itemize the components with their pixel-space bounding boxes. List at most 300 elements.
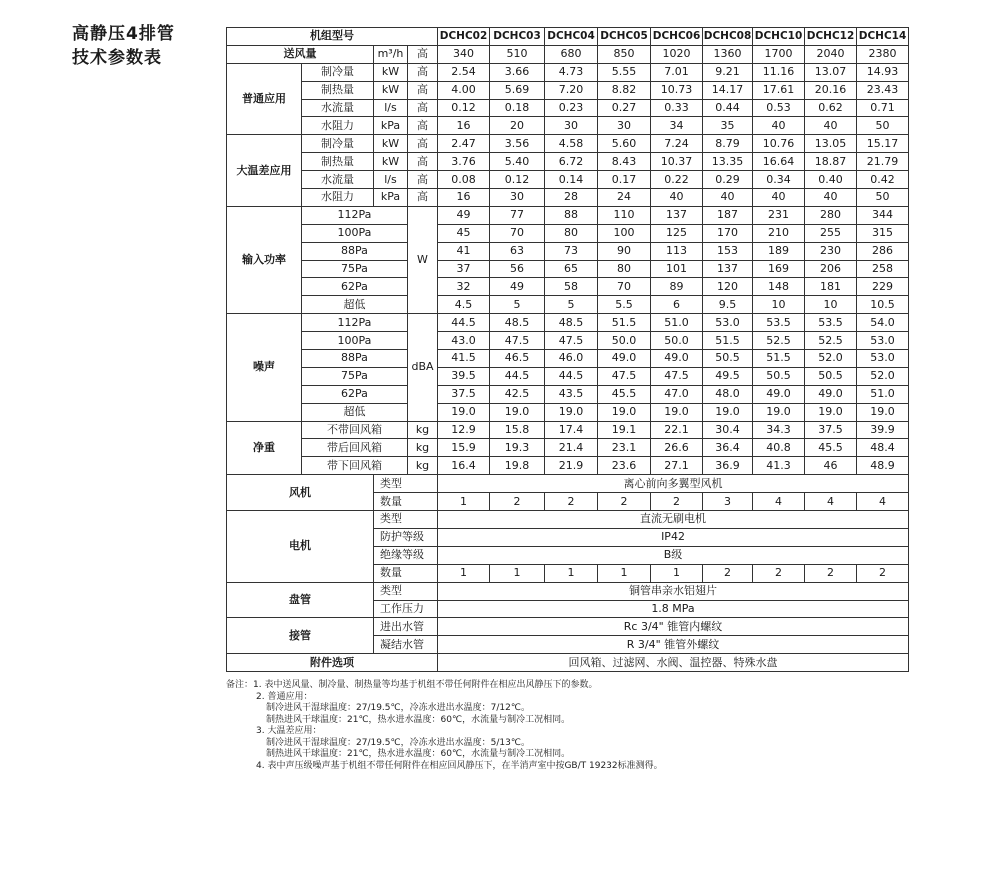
value-cell: 19.0 (545, 403, 598, 421)
value-cell: 10.37 (651, 153, 703, 171)
value-cell: 40 (753, 189, 805, 207)
value-cell: 1700 (753, 45, 805, 63)
value-cell: 170 (703, 224, 753, 242)
power-row (227, 206, 909, 224)
value-cell: 153 (703, 242, 753, 260)
model-name-cell: DCHC02 (438, 28, 490, 46)
value-cell: 510 (490, 45, 545, 63)
value-cell: 1 (545, 564, 598, 582)
value-cell: 315 (857, 224, 909, 242)
value-cell: 53.5 (805, 314, 857, 332)
value-cell: 48.4 (857, 439, 909, 457)
value-cell: 20 (490, 117, 545, 135)
noise-row (227, 403, 909, 421)
unit-cell: l/s (374, 171, 408, 189)
value-cell: 37.5 (438, 385, 490, 403)
value-cell: 8.43 (598, 153, 651, 171)
level-cell: 高 (408, 189, 438, 207)
value-cell: 9.5 (703, 296, 753, 314)
value-cell: 0.71 (857, 99, 909, 117)
motor-insul-label: 绝缘等级 (374, 546, 438, 564)
value-cell: 56 (490, 260, 545, 278)
noise-row (227, 367, 909, 385)
value-cell: 189 (753, 242, 805, 260)
value-cell: 9.21 (703, 63, 753, 81)
value-cell: 210 (753, 224, 805, 242)
unit-cell: l/s (374, 99, 408, 117)
value-cell: 231 (753, 206, 805, 224)
value-cell: 23.43 (857, 81, 909, 99)
pressure-name-cell: 超低 (302, 403, 408, 421)
value-cell: 35 (703, 117, 753, 135)
unit-cell: kW (374, 63, 408, 81)
value-cell: 5.5 (598, 296, 651, 314)
coil-group-label: 盘管 (227, 582, 374, 618)
value-cell: 58 (545, 278, 598, 296)
value-cell: 258 (857, 260, 909, 278)
value-cell: 30 (490, 189, 545, 207)
note-3: 3. 大温差应用： (256, 726, 322, 736)
model-name-cell: DCHC06 (651, 28, 703, 46)
value-cell: 65 (545, 260, 598, 278)
value-cell: 37 (438, 260, 490, 278)
value-cell: 2 (545, 493, 598, 511)
motor-qty-label: 数量 (374, 564, 438, 582)
value-cell: 0.62 (805, 99, 857, 117)
value-cell: 37.5 (805, 421, 857, 439)
bigdiff-row (227, 189, 909, 207)
value-cell: 43.0 (438, 332, 490, 350)
motor-type-label: 类型 (374, 511, 438, 529)
value-cell: 3.76 (438, 153, 490, 171)
value-cell: 53.5 (753, 314, 805, 332)
unit-cell: kg (408, 439, 438, 457)
value-cell: 0.12 (490, 171, 545, 189)
value-cell: 4.5 (438, 296, 490, 314)
value-cell: 17.61 (753, 81, 805, 99)
value-cell: 13.07 (805, 63, 857, 81)
value-cell: 680 (545, 45, 598, 63)
coil-pressure-label: 工作压力 (374, 600, 438, 618)
pressure-name-cell: 112Pa (302, 314, 408, 332)
airflow-label-cell: 送风量 (227, 45, 374, 63)
motor-protect-value: IP42 (438, 528, 909, 546)
value-cell: 14.17 (703, 81, 753, 99)
value-cell: 34 (651, 117, 703, 135)
value-cell: 32 (438, 278, 490, 296)
accessories-label: 附件选项 (227, 654, 438, 672)
value-cell: 27.1 (651, 457, 703, 475)
value-cell: 0.27 (598, 99, 651, 117)
bigdiff-group-label: 大温差应用 (227, 135, 302, 207)
value-cell: 18.87 (805, 153, 857, 171)
unit-cell: kW (374, 153, 408, 171)
pressure-name-cell: 超低 (302, 296, 408, 314)
value-cell: 19.0 (805, 403, 857, 421)
value-cell: 23.1 (598, 439, 651, 457)
value-cell: 41.5 (438, 350, 490, 368)
value-cell: 70 (490, 224, 545, 242)
model-name-cell: DCHC12 (805, 28, 857, 46)
value-cell: 10.73 (651, 81, 703, 99)
value-cell: 41 (438, 242, 490, 260)
value-cell: 15.17 (857, 135, 909, 153)
coil-pressure-value: 1.8 MPa (438, 600, 909, 618)
value-cell: 28 (545, 189, 598, 207)
value-cell: 12.9 (438, 421, 490, 439)
weight-row (227, 421, 909, 439)
value-cell: 0.34 (753, 171, 805, 189)
value-cell: 48.5 (545, 314, 598, 332)
value-cell: 0.18 (490, 99, 545, 117)
value-cell: 2 (753, 564, 805, 582)
value-cell: 6 (651, 296, 703, 314)
normal-row (227, 63, 909, 81)
note-1: 1. 表中送风量、制冷量、制热量等均基于机组不带任何附件在相应出风静压下的参数。 (253, 680, 598, 690)
value-cell: 50 (857, 189, 909, 207)
value-cell: 15.9 (438, 439, 490, 457)
value-cell: 19.0 (703, 403, 753, 421)
value-cell: 36.4 (703, 439, 753, 457)
param-name-cell: 水流量 (302, 171, 374, 189)
value-cell: 2 (490, 493, 545, 511)
value-cell: 40 (805, 117, 857, 135)
value-cell: 8.79 (703, 135, 753, 153)
value-cell: 1 (438, 564, 490, 582)
value-cell: 51.0 (651, 314, 703, 332)
value-cell: 52.0 (805, 350, 857, 368)
value-cell: 0.53 (753, 99, 805, 117)
pressure-name-cell: 88Pa (302, 350, 408, 368)
value-cell: 42.5 (490, 385, 545, 403)
value-cell: 0.42 (857, 171, 909, 189)
value-cell: 0.22 (651, 171, 703, 189)
value-cell: 30 (598, 117, 651, 135)
value-cell: 19.0 (490, 403, 545, 421)
weight-name-cell: 带后回风箱 (302, 439, 408, 457)
note-2: 2. 普通应用： (256, 691, 313, 702)
pressure-name-cell: 88Pa (302, 242, 408, 260)
value-cell: 0.33 (651, 99, 703, 117)
value-cell: 0.12 (438, 99, 490, 117)
value-cell: 50.0 (651, 332, 703, 350)
value-cell: 187 (703, 206, 753, 224)
value-cell: 39.5 (438, 367, 490, 385)
value-cell: 1 (598, 564, 651, 582)
value-cell: 344 (857, 206, 909, 224)
value-cell: 70 (598, 278, 651, 296)
value-cell: 10 (805, 296, 857, 314)
value-cell: 50.0 (598, 332, 651, 350)
param-name-cell: 制热量 (302, 153, 374, 171)
value-cell: 113 (651, 242, 703, 260)
level-cell: 高 (408, 81, 438, 99)
value-cell: 49 (438, 206, 490, 224)
value-cell: 45.5 (598, 385, 651, 403)
value-cell: 80 (545, 224, 598, 242)
value-cell: 21.4 (545, 439, 598, 457)
noise-row (227, 314, 909, 332)
value-cell: 19.0 (651, 403, 703, 421)
unit-cell: kW (374, 81, 408, 99)
value-cell: 0.44 (703, 99, 753, 117)
value-cell: 48.0 (703, 385, 753, 403)
power-row (227, 278, 909, 296)
pipe-drain-value: R 3/4" 锥管外螺纹 (438, 636, 909, 654)
value-cell: 17.4 (545, 421, 598, 439)
pipe-inout-value: Rc 3/4" 锥管内螺纹 (438, 618, 909, 636)
param-name-cell: 制冷量 (302, 135, 374, 153)
coil-type-value: 铜管串亲水铝翅片 (438, 582, 909, 600)
value-cell: 16.64 (753, 153, 805, 171)
unit-cell: kW (374, 135, 408, 153)
value-cell: 19.8 (490, 457, 545, 475)
value-cell: 45 (438, 224, 490, 242)
level-cell: 高 (408, 63, 438, 81)
value-cell: 7.20 (545, 81, 598, 99)
value-cell: 5.69 (490, 81, 545, 99)
value-cell: 5 (545, 296, 598, 314)
value-cell: 3.56 (490, 135, 545, 153)
value-cell: 41.3 (753, 457, 805, 475)
value-cell: 47.5 (490, 332, 545, 350)
note-2a: 制冷进风干湿球温度：27/19.5℃，冷冻水进出水温度：7/12℃。 (266, 703, 530, 713)
fan-qty-label: 数量 (374, 493, 438, 511)
value-cell: 206 (805, 260, 857, 278)
value-cell: 49.5 (703, 367, 753, 385)
page-title (72, 22, 175, 70)
value-cell: 53.0 (857, 350, 909, 368)
note-3a: 制冷进风干湿球温度：27/19.5℃，冷冻水进出水温度：5/13℃。 (266, 737, 530, 748)
value-cell: 4.58 (545, 135, 598, 153)
value-cell: 120 (703, 278, 753, 296)
level-cell: 高 (408, 99, 438, 117)
power-row (227, 242, 909, 260)
value-cell: 52.5 (753, 332, 805, 350)
value-cell: 30.4 (703, 421, 753, 439)
weight-name-cell: 带下回风箱 (302, 457, 408, 475)
param-name-cell: 水流量 (302, 99, 374, 117)
motor-type-value: 直流无刷电机 (438, 511, 909, 529)
motor-type-row (227, 511, 909, 529)
param-name-cell: 水阻力 (302, 117, 374, 135)
value-cell: 13.05 (805, 135, 857, 153)
value-cell: 6.72 (545, 153, 598, 171)
value-cell: 49 (490, 278, 545, 296)
value-cell: 49.0 (651, 350, 703, 368)
value-cell: 19.0 (857, 403, 909, 421)
note-2b: 制热进风干球温度：21℃，热水进水温度：60℃，水流量与制冷工况相同。 (266, 714, 571, 725)
value-cell: 2 (703, 564, 753, 582)
model-name-cell: DCHC08 (703, 28, 753, 46)
level-cell: 高 (408, 153, 438, 171)
motor-group-label: 电机 (227, 511, 374, 583)
noise-unit-cell: dBA (408, 314, 438, 421)
value-cell: 7.01 (651, 63, 703, 81)
coil-type-row (227, 582, 909, 600)
value-cell: 54.0 (857, 314, 909, 332)
value-cell: 19.3 (490, 439, 545, 457)
pipe-inout-label: 进出水管 (374, 618, 438, 636)
page-title-line1: 高静压4排管 (72, 24, 175, 44)
value-cell: 16.4 (438, 457, 490, 475)
value-cell: 49.0 (805, 385, 857, 403)
value-cell: 47.5 (545, 332, 598, 350)
value-cell: 40 (805, 189, 857, 207)
value-cell: 8.82 (598, 81, 651, 99)
normal-group-label: 普通应用 (227, 63, 302, 135)
value-cell: 101 (651, 260, 703, 278)
value-cell: 51.5 (703, 332, 753, 350)
level-cell: 高 (408, 135, 438, 153)
value-cell: 19.0 (753, 403, 805, 421)
value-cell: 137 (703, 260, 753, 278)
value-cell: 148 (753, 278, 805, 296)
value-cell: 2380 (857, 45, 909, 63)
fan-type-row (227, 475, 909, 493)
value-cell: 2 (805, 564, 857, 582)
pressure-name-cell: 100Pa (302, 332, 408, 350)
value-cell: 4.00 (438, 81, 490, 99)
value-cell: 47.0 (651, 385, 703, 403)
value-cell: 63 (490, 242, 545, 260)
power-row (227, 224, 909, 242)
value-cell: 46.5 (490, 350, 545, 368)
unit-cell: kPa (374, 189, 408, 207)
value-cell: 2.54 (438, 63, 490, 81)
normal-row (227, 99, 909, 117)
model-name-cell: DCHC04 (545, 28, 598, 46)
bigdiff-row (227, 171, 909, 189)
value-cell: 88 (545, 206, 598, 224)
unit-cell: kPa (374, 117, 408, 135)
pipe-group-label: 接管 (227, 618, 374, 654)
value-cell: 5.55 (598, 63, 651, 81)
value-cell: 4 (805, 493, 857, 511)
pressure-name-cell: 100Pa (302, 224, 408, 242)
model-name-cell: DCHC14 (857, 28, 909, 46)
pipe-drain-label: 凝结水管 (374, 636, 438, 654)
value-cell: 1020 (651, 45, 703, 63)
value-cell: 39.9 (857, 421, 909, 439)
value-cell: 5.60 (598, 135, 651, 153)
value-cell: 40 (651, 189, 703, 207)
value-cell: 49.0 (753, 385, 805, 403)
value-cell: 46.0 (545, 350, 598, 368)
value-cell: 3 (703, 493, 753, 511)
value-cell: 50.5 (753, 367, 805, 385)
value-cell: 40 (703, 189, 753, 207)
power-unit-cell: W (408, 206, 438, 313)
level-cell: 高 (408, 171, 438, 189)
value-cell: 169 (753, 260, 805, 278)
value-cell: 13.35 (703, 153, 753, 171)
fan-type-label: 类型 (374, 475, 438, 493)
motor-insul-value: B级 (438, 546, 909, 564)
value-cell: 20.16 (805, 81, 857, 99)
value-cell: 4 (753, 493, 805, 511)
value-cell: 50.5 (805, 367, 857, 385)
value-cell: 2040 (805, 45, 857, 63)
accessories-row (227, 654, 909, 672)
pressure-name-cell: 75Pa (302, 367, 408, 385)
unit-cell: kg (408, 421, 438, 439)
pressure-name-cell: 75Pa (302, 260, 408, 278)
weight-group-label: 净重 (227, 421, 302, 475)
value-cell: 286 (857, 242, 909, 260)
value-cell: 340 (438, 45, 490, 63)
fan-type-value: 离心前向多翼型风机 (438, 475, 909, 493)
value-cell: 229 (857, 278, 909, 296)
unit-cell: m³/h (374, 45, 408, 63)
value-cell: 0.14 (545, 171, 598, 189)
noise-row (227, 332, 909, 350)
value-cell: 50.5 (703, 350, 753, 368)
model-name-cell: DCHC03 (490, 28, 545, 46)
note-3b: 制热进风干球温度：21℃，热水进水温度：60℃，水流量与制冷工况相同。 (266, 749, 571, 759)
normal-row (227, 81, 909, 99)
level-cell: 高 (408, 45, 438, 63)
value-cell: 1 (651, 564, 703, 582)
weight-name-cell: 不带回风箱 (302, 421, 408, 439)
pressure-name-cell: 62Pa (302, 278, 408, 296)
value-cell: 19.0 (438, 403, 490, 421)
value-cell: 45.5 (805, 439, 857, 457)
value-cell: 10.76 (753, 135, 805, 153)
normal-row (227, 117, 909, 135)
weight-row (227, 457, 909, 475)
value-cell: 4 (857, 493, 909, 511)
value-cell: 22.1 (651, 421, 703, 439)
value-cell: 2 (651, 493, 703, 511)
pressure-name-cell: 62Pa (302, 385, 408, 403)
model-name-cell: DCHC05 (598, 28, 651, 46)
model-name-cell: DCHC10 (753, 28, 805, 46)
value-cell: 2.47 (438, 135, 490, 153)
value-cell: 14.93 (857, 63, 909, 81)
value-cell: 73 (545, 242, 598, 260)
value-cell: 23.6 (598, 457, 651, 475)
value-cell: 51.5 (753, 350, 805, 368)
param-name-cell: 制热量 (302, 81, 374, 99)
power-row (227, 260, 909, 278)
value-cell: 16 (438, 117, 490, 135)
value-cell: 51.0 (857, 385, 909, 403)
header-row (227, 28, 909, 46)
value-cell: 46 (805, 457, 857, 475)
coil-type-label: 类型 (374, 582, 438, 600)
param-name-cell: 制冷量 (302, 63, 374, 81)
value-cell: 30 (545, 117, 598, 135)
motor-protect-label: 防护等级 (374, 528, 438, 546)
value-cell: 19.0 (598, 403, 651, 421)
noise-row (227, 350, 909, 368)
value-cell: 125 (651, 224, 703, 242)
value-cell: 21.79 (857, 153, 909, 171)
fan-group-label: 风机 (227, 475, 374, 511)
value-cell: 44.5 (545, 367, 598, 385)
value-cell: 0.08 (438, 171, 490, 189)
value-cell: 137 (651, 206, 703, 224)
value-cell: 0.23 (545, 99, 598, 117)
value-cell: 24 (598, 189, 651, 207)
value-cell: 5 (490, 296, 545, 314)
value-cell: 34.3 (753, 421, 805, 439)
level-cell: 高 (408, 117, 438, 135)
value-cell: 47.5 (651, 367, 703, 385)
value-cell: 44.5 (490, 367, 545, 385)
value-cell: 26.6 (651, 439, 703, 457)
